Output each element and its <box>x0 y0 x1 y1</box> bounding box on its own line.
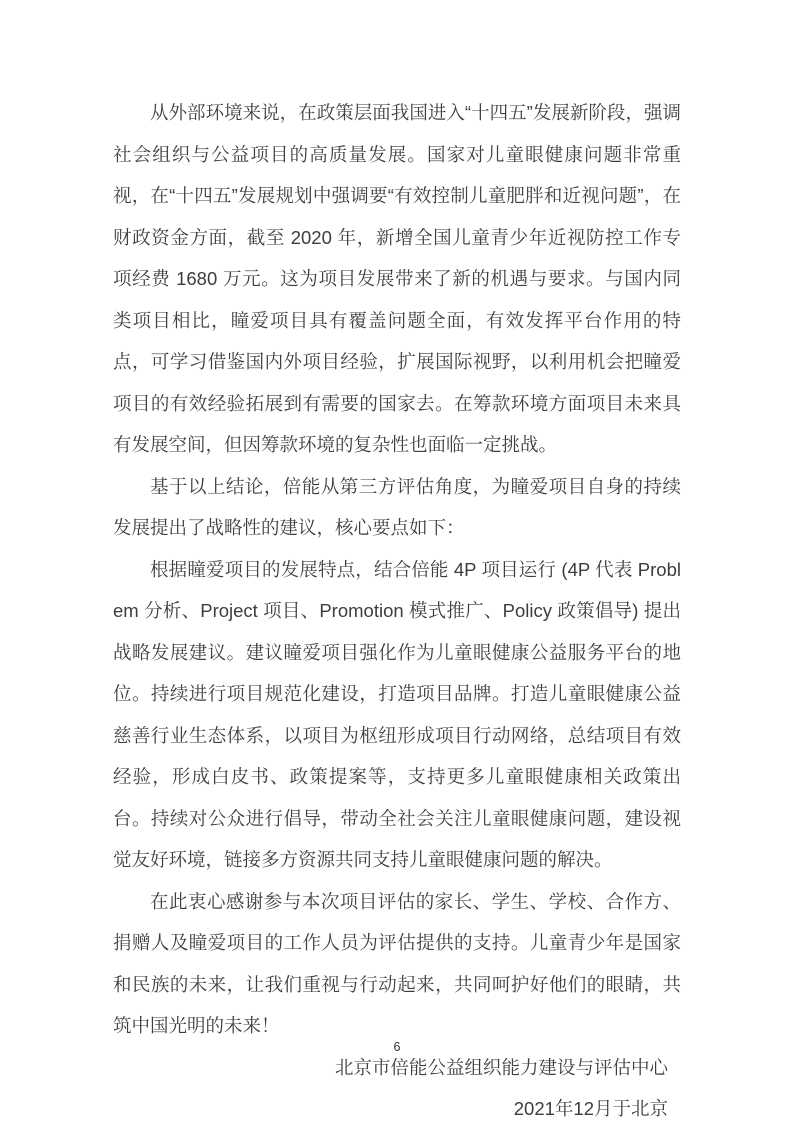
body-paragraph-strategic-suggestions: 根据瞳爱项目的发展特点，结合倍能 4P 项目运行 (4P 代表 Problem 分析、Project 项目、Promotion 模式推广、Policy 政策倡导) 提出战略发展建议。建议瞳爱项目强化作为儿童眼健康公益服务平台的地位。持续进行项目规范化建设，打造项目品牌。打造儿童眼健康公益慈善行业生态体系，以项目为枢纽形成项目行动网络，总结项目有效经验，形成白皮书、政策提案等，支持更多儿童眼健康相关政策出台。持续对公众进行倡导，带动全社会关注儿童眼健康问题，建设视觉友好环境，链接多方资源共同支持儿童眼健康问题的解决。 <box>113 558 681 870</box>
signature-date-line: 2021年12月于北京 <box>513 1098 668 1119</box>
body-paragraph-external-environment: 从外部环境来说，在政策层面我国进入“十四五”发展新阶段，强调社会组织与公益项目的高质量发展。国家对儿童眼健康问题非常重视，在“十四五”发展规划中强调要“有效控制儿童肥胖和近视问题”，在财政资金方面，截至 2020 年，新增全国儿童青少年近视防控工作专项经费 1680 万元。这为项目发展带来了新的机遇与要求。与国内同类项目相比，瞳爱项目具有覆盖问题全面，有效发挥平台作用的特点，可学习借鉴国内外项目经验，扩展国际视野，以利用机会把瞳爱项目的有效经验拓展到有需要的国家去。在筹款环境方面项目未来具有发展空间，但因筹款环境的复杂性也面临一定挑战。 <box>113 102 681 455</box>
body-paragraph-conclusion-intro: 基于以上结论，倍能从第三方评估角度，为瞳爱项目自身的持续发展提出了战略性的建议，核心要点如下： <box>113 475 681 538</box>
page-number: 6 <box>393 1040 401 1054</box>
body-paragraph-acknowledgements: 在此衷心感谢参与本次项目评估的家长、学生、学校、合作方、捐赠人及瞳爱项目的工作人员为评估提供的支持。儿童青少年是国家和民族的未来，让我们重视与行动起来，共同呵护好他们的眼睛，共筑中国光明的未来！ <box>113 890 681 1036</box>
signature-organization: 北京市倍能公益组织能力建设与评估中心 <box>334 1056 668 1078</box>
signature-block <box>113 1047 681 1123</box>
document-body <box>113 92 681 1123</box>
